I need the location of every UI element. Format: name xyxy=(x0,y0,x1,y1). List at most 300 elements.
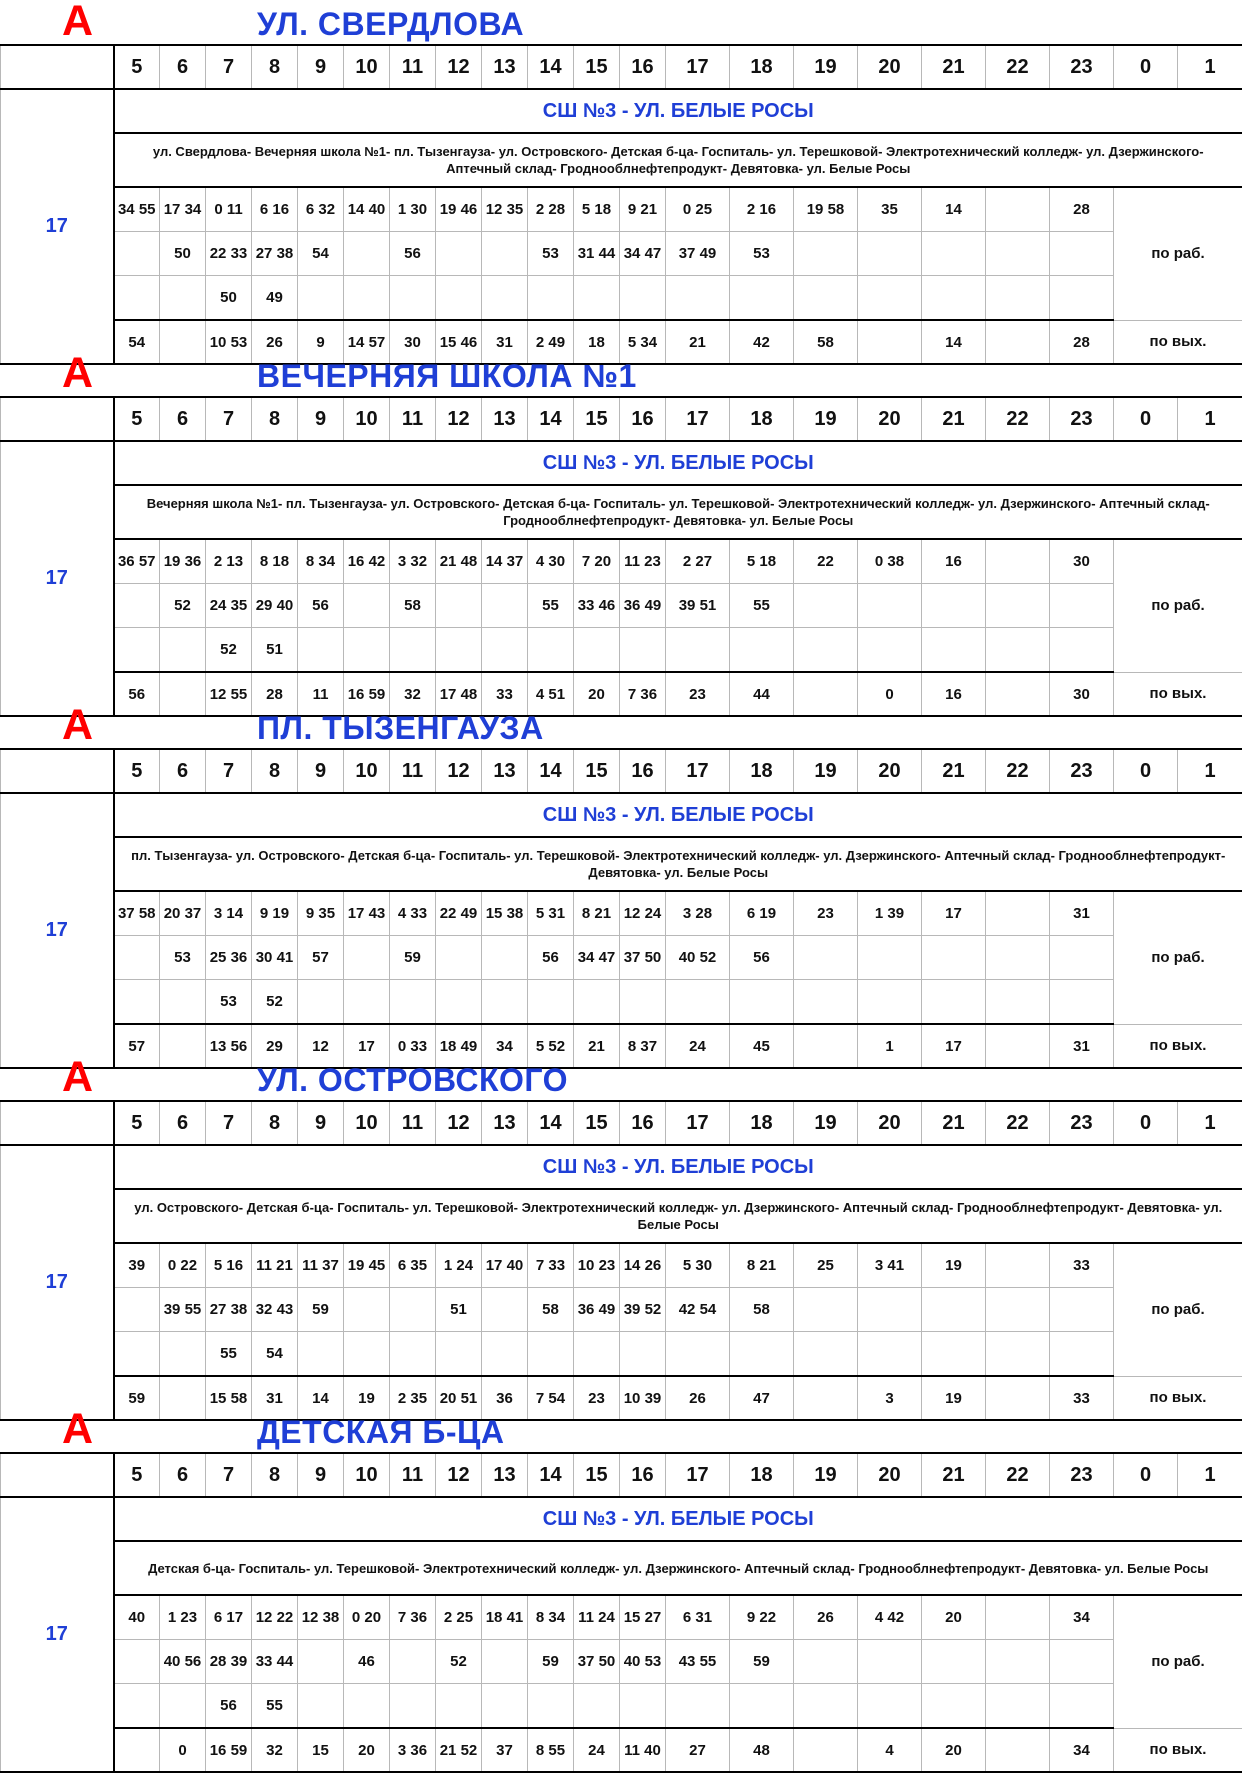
departure-time: 34 xyxy=(482,1024,528,1068)
hour-header: 5 xyxy=(114,397,160,441)
hour-header: 9 xyxy=(298,1453,344,1497)
departure-time: 1 23 xyxy=(160,1595,206,1640)
stop-block xyxy=(0,704,1242,1069)
hour-header: 0 xyxy=(1114,1453,1178,1497)
departure-time: 18 49 xyxy=(436,1024,482,1068)
hour-header: 17 xyxy=(666,45,730,89)
hour-header: 20 xyxy=(858,1101,922,1145)
departure-time: 26 xyxy=(666,1376,730,1420)
departure-time xyxy=(114,276,160,321)
weekend-label: по вых. xyxy=(1114,672,1242,716)
departure-time: 28 xyxy=(1050,187,1114,232)
departure-time: 31 xyxy=(1050,891,1114,936)
departure-time xyxy=(436,584,482,628)
departure-time: 35 xyxy=(858,187,922,232)
hour-header: 18 xyxy=(730,45,794,89)
departure-time xyxy=(1050,584,1114,628)
departure-time: 13 56 xyxy=(206,1024,252,1068)
departure-time xyxy=(114,1728,160,1772)
departure-time xyxy=(794,232,858,276)
departure-time: 9 xyxy=(298,320,344,364)
departure-time: 56 xyxy=(206,1684,252,1729)
stop-header xyxy=(0,0,1242,44)
departure-time xyxy=(986,187,1050,232)
departure-time: 20 51 xyxy=(436,1376,482,1420)
departure-time xyxy=(114,584,160,628)
departure-time: 1 24 xyxy=(436,1243,482,1288)
departure-time: 22 33 xyxy=(206,232,252,276)
hour-header: 8 xyxy=(252,749,298,793)
departure-time: 20 xyxy=(574,672,620,716)
departure-time: 9 21 xyxy=(620,187,666,232)
departure-time: 20 xyxy=(922,1728,986,1772)
departure-time xyxy=(344,1332,390,1377)
departure-time: 9 22 xyxy=(730,1595,794,1640)
departure-time: 19 xyxy=(922,1243,986,1288)
departure-time xyxy=(858,628,922,673)
departure-time: 32 xyxy=(252,1728,298,1772)
hour-header: 22 xyxy=(986,1453,1050,1497)
departure-time: 37 xyxy=(482,1728,528,1772)
departure-time: 58 xyxy=(730,1288,794,1332)
departure-time: 12 38 xyxy=(298,1595,344,1640)
departure-time xyxy=(390,1684,436,1729)
departure-time xyxy=(298,276,344,321)
hour-header: 14 xyxy=(528,1101,574,1145)
hour-header: 8 xyxy=(252,397,298,441)
hour-header: 17 xyxy=(666,749,730,793)
stop-name: ДЕТСКАЯ Б-ЦА xyxy=(257,1412,504,1452)
departure-time: 55 xyxy=(528,584,574,628)
stop-block xyxy=(0,1408,1242,1773)
hour-header: 19 xyxy=(794,749,858,793)
hour-header: 21 xyxy=(922,397,986,441)
departure-time: 16 xyxy=(922,539,986,584)
departure-time xyxy=(482,1640,528,1684)
hours-row-corner xyxy=(1,45,114,89)
hour-header: 18 xyxy=(730,1453,794,1497)
hour-header: 23 xyxy=(1050,397,1114,441)
hour-header: 16 xyxy=(620,397,666,441)
departure-time: 2 25 xyxy=(436,1595,482,1640)
workday-label: по раб. xyxy=(1114,1595,1242,1728)
route-path: Вечерняя школа №1- пл. Тызенгауза- ул. Островского- Детская б-ца- Госпиталь- ул. Терешковой- Электротехнический колледж- ул. Дзержинского- Аптечный склад- Гродноoблнефтепродукт- Девятовка- ул. Белые Росы xyxy=(114,485,1242,539)
departure-time: 56 xyxy=(114,672,160,716)
departure-time xyxy=(436,980,482,1025)
departure-time xyxy=(528,980,574,1025)
workday-row xyxy=(1,628,1242,673)
departure-time xyxy=(794,1640,858,1684)
departure-time: 8 34 xyxy=(528,1595,574,1640)
departure-time: 24 xyxy=(574,1728,620,1772)
hour-header: 12 xyxy=(436,397,482,441)
departure-time: 42 xyxy=(730,320,794,364)
departure-time: 56 xyxy=(528,936,574,980)
departure-time xyxy=(922,628,986,673)
route-number: 17 xyxy=(1,441,114,716)
route-path: пл. Тызенгауза- ул. Островского- Детская б-ца- Госпиталь- ул. Терешковой- Электротехнический колледж- ул. Дзержинского- Аптечный склад- Гродноoблнефтепродукт- Девятовка- ул. Белые Росы xyxy=(114,837,1242,891)
departure-time xyxy=(390,980,436,1025)
schedule-table xyxy=(0,396,1242,717)
hour-header: 17 xyxy=(666,1101,730,1145)
hour-header: 20 xyxy=(858,749,922,793)
hour-header: 22 xyxy=(986,749,1050,793)
departure-time xyxy=(730,980,794,1025)
departure-time xyxy=(922,276,986,321)
hour-header: 15 xyxy=(574,749,620,793)
departure-time: 51 xyxy=(252,628,298,673)
departure-time xyxy=(1050,936,1114,980)
hour-header: 19 xyxy=(794,45,858,89)
departure-time xyxy=(986,628,1050,673)
departure-time xyxy=(114,1684,160,1729)
departure-time: 7 36 xyxy=(620,672,666,716)
departure-time: 40 56 xyxy=(160,1640,206,1684)
departure-time xyxy=(160,1332,206,1377)
departure-time: 37 50 xyxy=(620,936,666,980)
departure-time xyxy=(528,1332,574,1377)
departure-time: 52 xyxy=(252,980,298,1025)
hour-header: 9 xyxy=(298,397,344,441)
departure-time xyxy=(344,628,390,673)
departure-time: 57 xyxy=(114,1024,160,1068)
hour-header: 13 xyxy=(482,1453,528,1497)
departure-time: 4 30 xyxy=(528,539,574,584)
departure-time xyxy=(298,628,344,673)
hour-header: 23 xyxy=(1050,749,1114,793)
departure-time xyxy=(390,628,436,673)
departure-time: 8 37 xyxy=(620,1024,666,1068)
departure-time xyxy=(730,1332,794,1377)
hour-header: 7 xyxy=(206,1101,252,1145)
departure-time: 30 xyxy=(1050,672,1114,716)
departure-time: 7 54 xyxy=(528,1376,574,1420)
departure-time: 36 49 xyxy=(620,584,666,628)
departure-time xyxy=(620,1332,666,1377)
departure-time: 14 40 xyxy=(344,187,390,232)
departure-time: 0 20 xyxy=(344,1595,390,1640)
direction-row xyxy=(1,793,1242,837)
departure-time xyxy=(574,628,620,673)
departure-time xyxy=(436,936,482,980)
departure-time: 11 23 xyxy=(620,539,666,584)
departure-time: 54 xyxy=(252,1332,298,1377)
departure-time: 5 18 xyxy=(730,539,794,584)
schedule-table xyxy=(0,1100,1242,1421)
workday-row xyxy=(1,936,1242,980)
bus-type-letter: А xyxy=(62,1406,93,1452)
departure-time: 14 37 xyxy=(482,539,528,584)
bus-type-letter: А xyxy=(62,1054,93,1100)
departure-time: 58 xyxy=(528,1288,574,1332)
hour-header: 14 xyxy=(528,45,574,89)
departure-time xyxy=(436,232,482,276)
departure-time: 3 28 xyxy=(666,891,730,936)
departure-time: 1 xyxy=(858,1024,922,1068)
departure-time: 59 xyxy=(730,1640,794,1684)
hour-header: 1 xyxy=(1178,1453,1242,1497)
departure-time: 12 55 xyxy=(206,672,252,716)
departure-time xyxy=(794,980,858,1025)
departure-time: 27 38 xyxy=(252,232,298,276)
route-number: 17 xyxy=(1,89,114,364)
departure-time: 12 24 xyxy=(620,891,666,936)
hour-header: 8 xyxy=(252,45,298,89)
path-row xyxy=(1,485,1242,539)
departure-time: 20 37 xyxy=(160,891,206,936)
departure-time: 9 19 xyxy=(252,891,298,936)
departure-time xyxy=(986,980,1050,1025)
route-path: Детская б-ца- Госпиталь- ул. Терешковой- Электротехнический колледж- ул. Дзержинского- Аптечный склад- Гродноoблнефтепродукт- Девятовка- ул. Белые Росы xyxy=(114,1541,1242,1595)
hours-row-corner xyxy=(1,1101,114,1145)
departure-time: 34 xyxy=(1050,1728,1114,1772)
departure-time xyxy=(574,1332,620,1377)
departure-time: 8 55 xyxy=(528,1728,574,1772)
departure-time: 12 22 xyxy=(252,1595,298,1640)
stop-block xyxy=(0,0,1242,365)
departure-time xyxy=(986,539,1050,584)
departure-time: 32 43 xyxy=(252,1288,298,1332)
departure-time xyxy=(436,1684,482,1729)
departure-time xyxy=(1050,1684,1114,1729)
departure-time xyxy=(114,1288,160,1332)
departure-time: 53 xyxy=(160,936,206,980)
hour-header: 21 xyxy=(922,45,986,89)
direction-title: СШ №3 - УЛ. БЕЛЫЕ РОСЫ xyxy=(114,89,1242,133)
hour-header: 7 xyxy=(206,1453,252,1497)
weekend-row xyxy=(1,1728,1242,1772)
departure-time xyxy=(922,1288,986,1332)
departure-time: 59 xyxy=(298,1288,344,1332)
departure-time: 34 xyxy=(1050,1595,1114,1640)
departure-time xyxy=(1050,1640,1114,1684)
hour-header: 20 xyxy=(858,45,922,89)
departure-time xyxy=(986,584,1050,628)
hour-header: 11 xyxy=(390,749,436,793)
departure-time xyxy=(574,276,620,321)
departure-time: 54 xyxy=(114,320,160,364)
hour-header: 18 xyxy=(730,397,794,441)
departure-time xyxy=(114,1640,160,1684)
hour-header: 0 xyxy=(1114,1101,1178,1145)
departure-time: 29 xyxy=(252,1024,298,1068)
workday-row xyxy=(1,1332,1242,1377)
direction-row xyxy=(1,1145,1242,1189)
departure-time: 2 16 xyxy=(730,187,794,232)
departure-time xyxy=(298,1332,344,1377)
departure-time xyxy=(114,980,160,1025)
departure-time xyxy=(482,276,528,321)
departure-time xyxy=(986,1288,1050,1332)
departure-time: 3 32 xyxy=(390,539,436,584)
departure-time xyxy=(858,276,922,321)
departure-time xyxy=(436,628,482,673)
departure-time: 16 59 xyxy=(344,672,390,716)
departure-time xyxy=(620,1684,666,1729)
hour-header: 10 xyxy=(344,397,390,441)
departure-time: 39 51 xyxy=(666,584,730,628)
departure-time: 30 xyxy=(390,320,436,364)
stop-header xyxy=(0,352,1242,396)
weekend-label: по вых. xyxy=(1114,320,1242,364)
schedule-table xyxy=(0,748,1242,1069)
hour-header: 12 xyxy=(436,1453,482,1497)
stop-block xyxy=(0,352,1242,717)
departure-time xyxy=(160,1684,206,1729)
departure-time: 52 xyxy=(436,1640,482,1684)
departure-time: 56 xyxy=(730,936,794,980)
departure-time xyxy=(794,1332,858,1377)
hour-header: 23 xyxy=(1050,45,1114,89)
hour-header: 11 xyxy=(390,45,436,89)
departure-time: 53 xyxy=(206,980,252,1025)
departure-time: 15 xyxy=(298,1728,344,1772)
workday-row xyxy=(1,232,1242,276)
hour-header: 1 xyxy=(1178,397,1242,441)
departure-time: 9 35 xyxy=(298,891,344,936)
departure-time xyxy=(344,980,390,1025)
departure-time: 39 55 xyxy=(160,1288,206,1332)
hour-header: 0 xyxy=(1114,749,1178,793)
departure-time: 50 xyxy=(160,232,206,276)
departure-time xyxy=(794,584,858,628)
departure-time: 30 xyxy=(1050,539,1114,584)
bus-type-letter: А xyxy=(62,702,93,748)
departure-time: 46 xyxy=(344,1640,390,1684)
hour-header: 15 xyxy=(574,1101,620,1145)
departure-time xyxy=(794,628,858,673)
departure-time xyxy=(794,1728,858,1772)
departure-time: 19 45 xyxy=(344,1243,390,1288)
departure-time: 2 27 xyxy=(666,539,730,584)
hour-header: 22 xyxy=(986,1101,1050,1145)
departure-time: 0 xyxy=(858,672,922,716)
departure-time: 19 36 xyxy=(160,539,206,584)
departure-time: 4 xyxy=(858,1728,922,1772)
hour-header: 10 xyxy=(344,45,390,89)
departure-time: 3 14 xyxy=(206,891,252,936)
departure-time: 36 57 xyxy=(114,539,160,584)
hours-row-corner xyxy=(1,749,114,793)
departure-time xyxy=(344,936,390,980)
path-row xyxy=(1,1189,1242,1243)
hour-header: 10 xyxy=(344,1101,390,1145)
hour-header: 6 xyxy=(160,45,206,89)
departure-time: 55 xyxy=(206,1332,252,1377)
departure-time: 3 xyxy=(858,1376,922,1420)
workday-row xyxy=(1,980,1242,1025)
departure-time: 0 11 xyxy=(206,187,252,232)
stop-block xyxy=(0,1056,1242,1421)
departure-time: 5 30 xyxy=(666,1243,730,1288)
hour-header: 21 xyxy=(922,1101,986,1145)
departure-time xyxy=(1050,232,1114,276)
route-number: 17 xyxy=(1,1145,114,1420)
departure-time: 8 34 xyxy=(298,539,344,584)
departure-time: 58 xyxy=(794,320,858,364)
hour-header: 6 xyxy=(160,1101,206,1145)
departure-time: 34 47 xyxy=(574,936,620,980)
departure-time: 28 39 xyxy=(206,1640,252,1684)
hour-header: 14 xyxy=(528,397,574,441)
schedule-table xyxy=(0,44,1242,365)
departure-time: 29 40 xyxy=(252,584,298,628)
hour-header: 23 xyxy=(1050,1453,1114,1497)
direction-row xyxy=(1,89,1242,133)
departure-time xyxy=(114,1332,160,1377)
departure-time: 5 52 xyxy=(528,1024,574,1068)
departure-time: 59 xyxy=(390,936,436,980)
departure-time: 37 50 xyxy=(574,1640,620,1684)
departure-time xyxy=(666,276,730,321)
departure-time: 10 53 xyxy=(206,320,252,364)
hour-header: 18 xyxy=(730,749,794,793)
departure-time xyxy=(482,1288,528,1332)
departure-time: 28 xyxy=(1050,320,1114,364)
departure-time: 32 xyxy=(390,672,436,716)
hour-header: 13 xyxy=(482,397,528,441)
departure-time xyxy=(922,1332,986,1377)
stop-header xyxy=(0,1408,1242,1452)
departure-time xyxy=(1050,276,1114,321)
weekend-label: по вых. xyxy=(1114,1728,1242,1772)
departure-time: 21 48 xyxy=(436,539,482,584)
hour-header: 9 xyxy=(298,749,344,793)
departure-time: 10 39 xyxy=(620,1376,666,1420)
departure-time xyxy=(730,628,794,673)
departure-time: 3 36 xyxy=(390,1728,436,1772)
schedule-table xyxy=(0,1452,1242,1773)
workday-row xyxy=(1,584,1242,628)
departure-time xyxy=(344,1288,390,1332)
departure-time: 31 xyxy=(252,1376,298,1420)
hour-header: 22 xyxy=(986,45,1050,89)
departure-time: 17 xyxy=(922,891,986,936)
departure-time: 2 35 xyxy=(390,1376,436,1420)
departure-time: 59 xyxy=(528,1640,574,1684)
hour-header: 19 xyxy=(794,1453,858,1497)
departure-time: 24 35 xyxy=(206,584,252,628)
hour-header: 0 xyxy=(1114,397,1178,441)
departure-time xyxy=(620,628,666,673)
direction-title: СШ №3 - УЛ. БЕЛЫЕ РОСЫ xyxy=(114,441,1242,485)
departure-time: 1 30 xyxy=(390,187,436,232)
departure-time: 57 xyxy=(298,936,344,980)
departure-time: 6 31 xyxy=(666,1595,730,1640)
departure-time: 27 38 xyxy=(206,1288,252,1332)
weekend-label: по вых. xyxy=(1114,1024,1242,1068)
hour-header: 16 xyxy=(620,1453,666,1497)
departure-time: 42 54 xyxy=(666,1288,730,1332)
route-number: 17 xyxy=(1,793,114,1068)
departure-time: 2 49 xyxy=(528,320,574,364)
hour-header: 16 xyxy=(620,749,666,793)
departure-time: 25 xyxy=(794,1243,858,1288)
path-row xyxy=(1,133,1242,187)
departure-time: 30 41 xyxy=(252,936,298,980)
hour-header: 5 xyxy=(114,1101,160,1145)
departure-time xyxy=(114,936,160,980)
hour-header: 20 xyxy=(858,1453,922,1497)
departure-time: 2 28 xyxy=(528,187,574,232)
departure-time: 8 21 xyxy=(730,1243,794,1288)
departure-time xyxy=(858,936,922,980)
departure-time xyxy=(986,1684,1050,1729)
departure-time: 21 xyxy=(666,320,730,364)
departure-time: 25 36 xyxy=(206,936,252,980)
hour-header: 1 xyxy=(1178,1101,1242,1145)
departure-time xyxy=(344,232,390,276)
